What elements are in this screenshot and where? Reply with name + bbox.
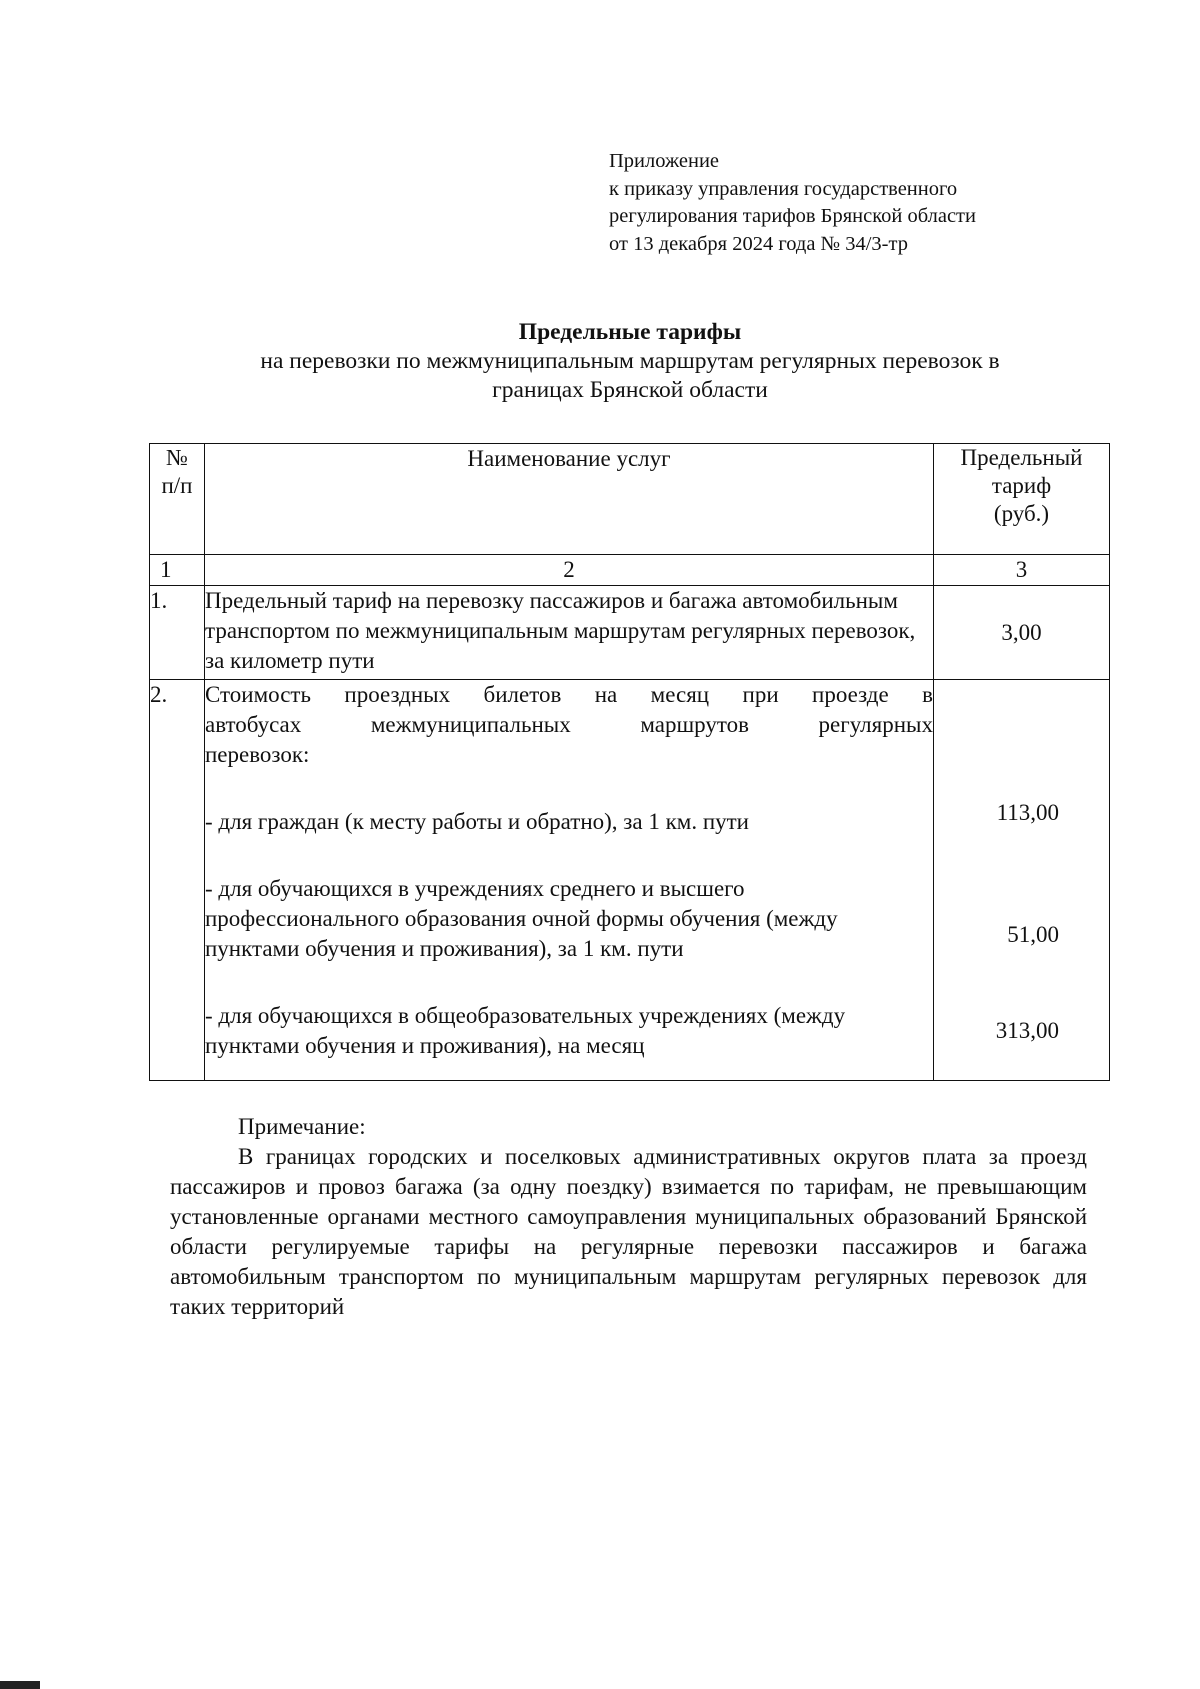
annex-line: Приложение — [609, 150, 720, 172]
annex-line: от 13 декабря 2024 года № 34/3-тр — [609, 232, 908, 255]
tariffs-table — [149, 443, 1110, 1081]
sub-item-value: 113,00 — [996, 800, 1059, 825]
document-title — [150, 318, 1110, 405]
table-row — [150, 680, 1110, 1081]
column-number: 1 — [150, 555, 205, 586]
sub-item-text: - для обучающихся в общеобразовательных учреждениях (между пунктами обучения и проживания), на месяц — [205, 1003, 846, 1058]
sub-item-value: 313,00 — [995, 1018, 1059, 1043]
note-text: В границах городских и поселковых административных округов плата за проезд пассажиров и провоз багажа (за одну поездку) взимается по тарифам, не превышающим установленные органами местного самоуправления муниципальных образований Брянской области регулируемые тарифы на регулярные перевозки пассажиров и багажа автомобильным транспортом по муниципальным маршрутам регулярных перевозок для таких территорий — [170, 1144, 1087, 1319]
title-subtitle-line: на перевозки по межмуниципальным маршрутам регулярных перевозок в — [260, 348, 1000, 374]
annex-line: к приказу управления государственного — [609, 177, 958, 200]
row-service-text — [205, 680, 934, 1081]
note-title: Примечание: — [238, 1114, 366, 1139]
scan-edge-mark — [0, 1681, 40, 1689]
header-service-name: Наименование услуг — [205, 444, 934, 555]
title-main: Предельные тарифы — [518, 319, 742, 345]
row-number: 2. — [150, 680, 205, 1081]
row-tariff-values — [934, 680, 1110, 1081]
row-lead-line: Стоимость проездных билетов на месяц при проезде в — [205, 682, 933, 707]
row-lead-line: автобусах межмуниципальных маршрутов регулярных — [205, 712, 933, 737]
sub-item-text: - для обучающихся в учреждениях среднего и высшего профессионального образования очной формы обучения (между пунктами обучения и проживания), за 1 км. пути — [205, 876, 838, 961]
header-number — [150, 444, 205, 555]
table-header-row — [150, 444, 1110, 555]
sub-item-value: 51,00 — [1007, 922, 1059, 947]
header-tariff-line: тариф — [991, 473, 1052, 498]
header-tariff — [934, 444, 1110, 555]
sub-item-text: - для граждан (к месту работы и обратно), за 1 км. пути — [205, 809, 749, 834]
header-tariff-line: Предельный — [960, 445, 1083, 470]
row-tariff-value: 3,00 — [934, 586, 1110, 680]
column-number-row — [150, 555, 1110, 586]
header-number-line: п/п — [161, 473, 193, 498]
note-block — [170, 1112, 1087, 1322]
row-lead-line: перевозок: — [205, 742, 310, 767]
row-number: 1. — [150, 586, 205, 680]
column-number: 2 — [205, 555, 934, 586]
title-subtitle-line: границах Брянской области — [492, 377, 768, 403]
header-tariff-line: (руб.) — [993, 501, 1050, 526]
annex-line: регулирования тарифов Брянской области — [609, 205, 976, 227]
annex-block — [609, 148, 976, 258]
table-row — [150, 586, 1110, 680]
column-number: 3 — [934, 555, 1110, 586]
row-service-text: Предельный тариф на перевозку пассажиров и багажа автомобильным транспортом по межмуниципальным маршрутам регулярных перевозок, за километр пути — [205, 586, 934, 680]
header-number-line: № — [166, 445, 188, 470]
